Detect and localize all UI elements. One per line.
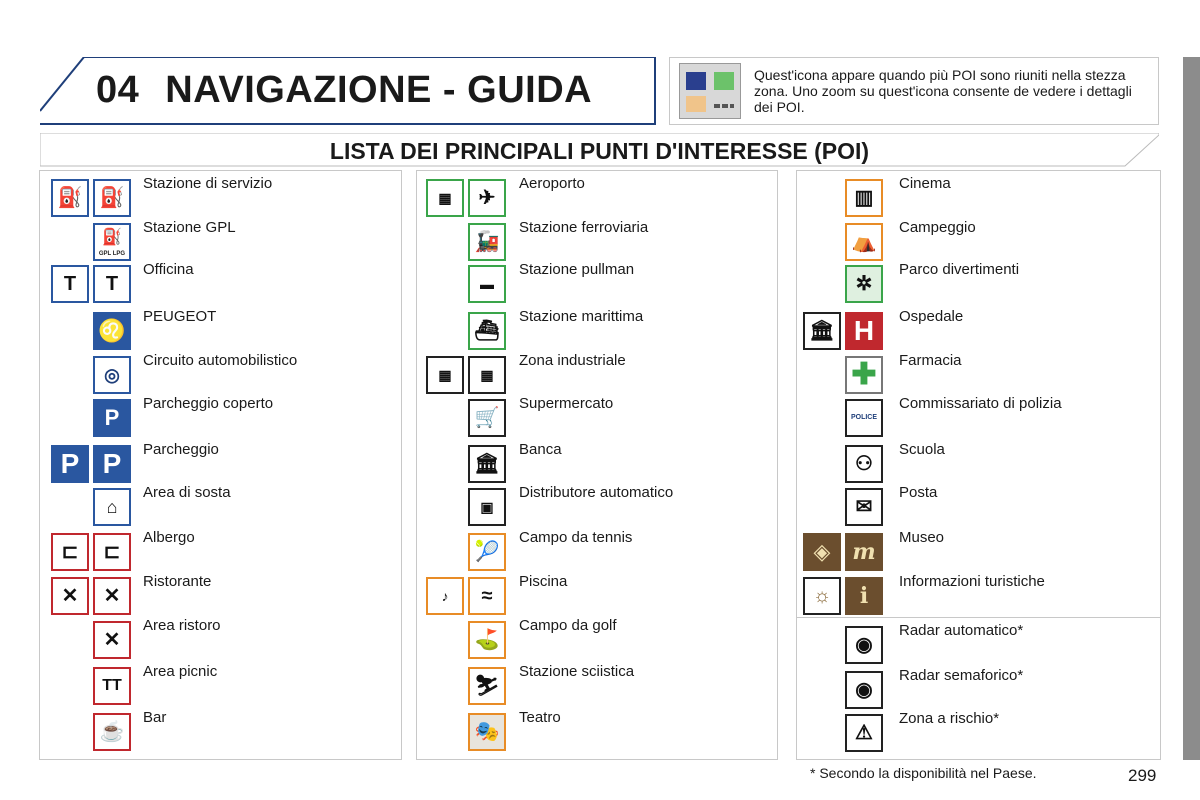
list-item-label: Stazione pullman xyxy=(519,261,635,278)
list-item-label: Stazione marittima xyxy=(519,308,644,325)
list-item-label: Officina xyxy=(143,261,194,278)
coffee-cup-icon: ☕ xyxy=(93,713,131,751)
chapter-tab-bar xyxy=(1183,57,1200,760)
restaurant-cutlery-icon: ✕ xyxy=(93,577,131,615)
danger-zone-icon: ⚠ xyxy=(845,714,883,752)
list-item-label: Stazione di servizio xyxy=(143,175,273,192)
list-item-label: Campo da golf xyxy=(519,617,617,634)
shopping-cart-icon: 🛒 xyxy=(468,399,506,437)
industry-icon: ▦ xyxy=(426,356,464,394)
poi-column-2 xyxy=(416,170,778,760)
list-item-label: Commissariato di polizia xyxy=(899,395,1062,412)
list-item-label: Supermercato xyxy=(519,395,614,412)
airplane-icon: ✈ xyxy=(468,179,506,217)
police-badge: POLICE xyxy=(850,414,878,421)
info-icon: i xyxy=(845,577,883,615)
list-item-label: Bar xyxy=(143,709,167,726)
poi-column-1 xyxy=(39,170,402,760)
footnote: * Secondo la disponibilità nel Paese. xyxy=(810,765,1037,781)
train-icon: 🚂 xyxy=(468,223,506,261)
picnic-table-icon: TT xyxy=(93,667,131,705)
list-item-label: Radar semaforico* xyxy=(899,667,1024,684)
camping-icon: ⛺ xyxy=(845,223,883,261)
poi-cluster-icon xyxy=(679,63,741,119)
museum-icon: m xyxy=(845,533,883,571)
amusement-park-icon: ✲ xyxy=(845,265,883,303)
fuel-pump-icon: ⛽ xyxy=(51,179,89,217)
bank-icon: 🏛 xyxy=(468,445,506,483)
swimming-icon: ≈ xyxy=(468,577,506,615)
list-item-label: Campeggio xyxy=(899,219,976,236)
garage-tools-icon: T xyxy=(93,265,131,303)
covered-parking-icon: P xyxy=(93,399,131,437)
hotel-bed-icon: ⊏ xyxy=(51,533,89,571)
list-item-label: Informazioni turistiche xyxy=(899,573,1045,590)
hospital-icon: H xyxy=(845,312,883,350)
golf-icon: ⛳ xyxy=(468,621,506,659)
list-item-label: Albergo xyxy=(143,529,195,546)
section-title: LISTA DEI PRINCIPALI PUNTI D'INTERESSE (POI) xyxy=(329,138,870,164)
skiing-icon: ⛷ xyxy=(468,667,506,705)
school-children-icon: ⚇ xyxy=(845,445,883,483)
list-item-label: Farmacia xyxy=(899,352,962,369)
parking-icon: P xyxy=(93,445,131,483)
bus-icon: ▬ xyxy=(468,265,506,303)
list-item-label: Parco divertimenti xyxy=(899,261,1020,278)
fuel-pump-icon: ⛽ xyxy=(93,179,131,217)
list-item-label: Distributore automatico xyxy=(519,484,674,501)
race-circuit-icon: ◎ xyxy=(93,356,131,394)
list-item-label: Teatro xyxy=(519,709,561,726)
food-area-icon: ✕ xyxy=(93,621,131,659)
poi-cluster-note-text: Quest'icona appare quando più POI sono riuniti nella stezza zona. Uno zoom su quest'icona consente de vedere i dettagli dei POI. xyxy=(754,67,1132,115)
list-item-label: Cinema xyxy=(899,175,951,192)
list-item-label: Posta xyxy=(899,484,938,501)
list-item-label: Stazione GPL xyxy=(143,219,236,236)
list-item-label: PEUGEOT xyxy=(143,308,217,325)
film-icon: ▥ xyxy=(845,179,883,217)
envelope-icon: ✉ xyxy=(845,488,883,526)
list-item-label: Area di sosta xyxy=(143,484,231,501)
transport-cluster-icon: ▦ xyxy=(426,179,464,217)
section-header xyxy=(40,133,1159,167)
tennis-icon: 🎾 xyxy=(468,533,506,571)
list-item-label: Piscina xyxy=(519,573,568,590)
restaurant-cutlery-icon: ✕ xyxy=(51,577,89,615)
rest-area-icon: ⌂ xyxy=(93,488,131,526)
hospital-building-icon: 🏛 xyxy=(803,312,841,350)
poi-column-3-radar xyxy=(796,617,1161,760)
industry-icon: ▦ xyxy=(468,356,506,394)
list-item-label: Zona industriale xyxy=(519,352,626,369)
red-light-camera-icon: ◉ xyxy=(845,671,883,709)
pharmacy-cross-icon: ✚ xyxy=(845,356,883,394)
police-icon xyxy=(845,399,883,437)
poi-column-3 xyxy=(796,170,1161,618)
hotel-bed-icon: ⊏ xyxy=(93,533,131,571)
list-item-label: Area ristoro xyxy=(143,617,221,634)
list-item-label: Ristorante xyxy=(143,573,212,590)
chapter-title-box xyxy=(40,57,656,125)
info-sign-icon: ☼ xyxy=(803,577,841,615)
list-item-label: Museo xyxy=(899,529,945,546)
sport-cluster-icon: ♪ xyxy=(426,577,464,615)
theatre-icon: 🎭 xyxy=(468,713,506,751)
list-item-label: Campo da tennis xyxy=(519,529,633,546)
speed-camera-icon: ◉ xyxy=(845,626,883,664)
parking-icon: P xyxy=(51,445,89,483)
list-item-label: Parcheggio xyxy=(143,441,219,458)
list-item-label: Stazione sciistica xyxy=(519,663,635,680)
poi-cluster-note xyxy=(669,57,1159,125)
page-number: 299 xyxy=(1128,766,1157,785)
list-item-label: Circuito automobilistico xyxy=(143,352,298,369)
list-item-label: Area picnic xyxy=(143,663,218,680)
museum-sign-icon: ◈ xyxy=(803,533,841,571)
chapter-title xyxy=(96,69,592,112)
list-item-label: Banca xyxy=(519,441,562,458)
chapter-name: NAVIGAZIONE - GUIDA xyxy=(165,69,593,111)
garage-tools-icon: T xyxy=(51,265,89,303)
list-item-label: Scuola xyxy=(899,441,945,458)
peugeot-lion-icon: ♌ xyxy=(93,312,131,350)
list-item-label: Stazione ferroviaria xyxy=(519,219,649,236)
list-item-label: Ospedale xyxy=(899,308,964,325)
list-item-label: Zona a rischio* xyxy=(899,710,1000,727)
ship-icon: ⛴ xyxy=(468,312,506,350)
list-item-label: Parcheggio coperto xyxy=(143,395,274,412)
list-item-label: Aeroporto xyxy=(519,175,585,192)
lpg-badge: GPL LPG xyxy=(98,251,126,257)
lpg-pump-icon: ⛽ GPL LPG xyxy=(93,223,131,261)
chapter-number: 04 xyxy=(96,69,140,111)
atm-icon: ▣ xyxy=(468,488,506,526)
list-item-label: Radar automatico* xyxy=(899,622,1024,639)
